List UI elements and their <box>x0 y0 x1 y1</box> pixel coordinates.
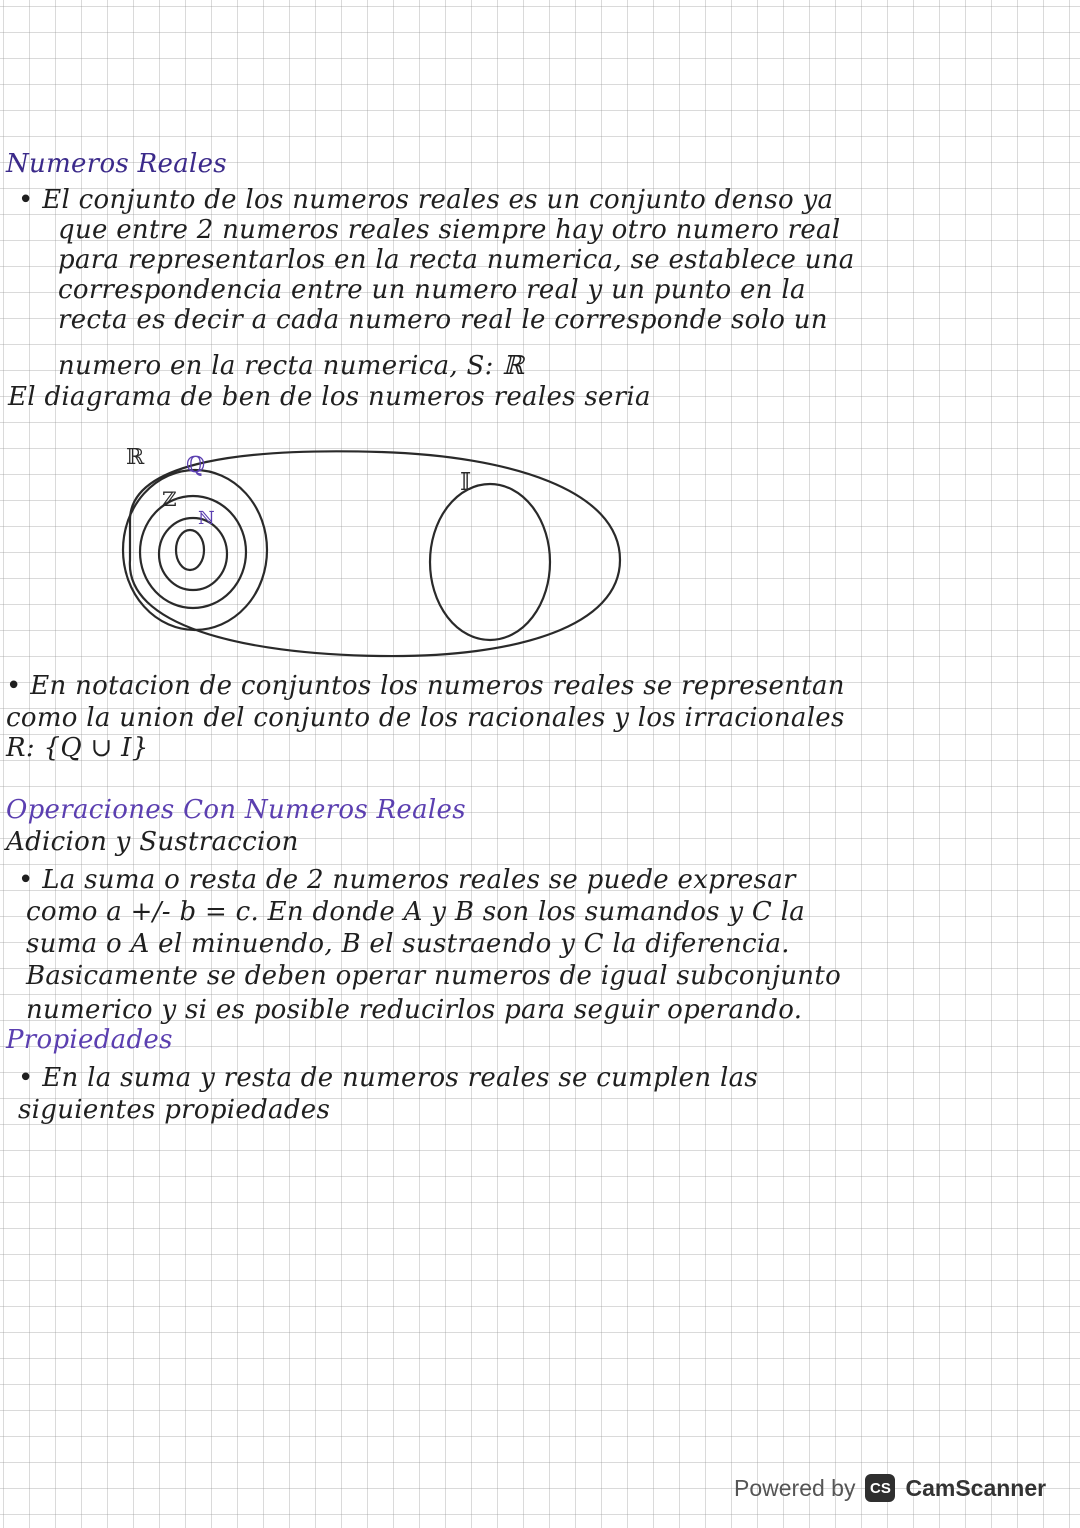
text-line: que entre 2 numeros reales siempre hay otro numero real <box>58 215 841 245</box>
label-i: 𝕀 <box>460 468 472 496</box>
text-line: recta es decir a cada numero real le corresponde solo un <box>58 305 828 335</box>
label-z: ℤ <box>162 487 177 511</box>
text-line: suma o A el minuendo, B el sustraendo y C la diferencia. <box>26 929 790 959</box>
text-line: como la union del conjunto de los racionales y los irracionales <box>6 703 845 733</box>
text-line: numero en la recta numerica, S: ℝ <box>58 351 525 381</box>
integer-set-outline <box>140 496 246 608</box>
camscanner-brand: CamScanner <box>905 1474 1047 1501</box>
label-q: ℚ <box>186 453 206 478</box>
natural-set-core <box>176 530 204 570</box>
subsection-title: Adicion y Sustraccion <box>6 827 299 857</box>
text-line: numerico y si es posible reducirlos para seguir operando. <box>26 995 803 1025</box>
page-title: Numeros Reales <box>6 149 227 179</box>
text-line: correspondencia entre un numero real y un punto en la <box>58 275 806 305</box>
text-line: como a +/- b = c. En donde A y B son los sumandos y C la <box>26 897 806 927</box>
text-line: siguientes propiedades <box>18 1095 331 1125</box>
section-title: Operaciones Con Numeros Reales <box>6 795 466 825</box>
camscanner-footer <box>734 1470 1046 1506</box>
text-line: para representarlos en la recta numerica, se establece una <box>58 245 855 275</box>
text-line: Basicamente se deben operar numeros de igual subconjunto <box>26 961 842 991</box>
irrational-set-outline <box>430 484 550 640</box>
text-line: • En notacion de conjuntos los numeros reales se representan <box>6 671 845 701</box>
text-line: R: {Q ∪ I} <box>6 733 149 763</box>
venn-diagram <box>90 440 650 670</box>
text-line: • La suma o resta de 2 numeros reales se puede expresar <box>18 865 796 895</box>
text-line: • En la suma y resta de numeros reales se cumplen las <box>18 1063 759 1093</box>
text-line: • El conjunto de los numeros reales es un conjunto denso ya <box>18 185 834 215</box>
natural-set-outline <box>159 518 227 590</box>
properties-title: Propiedades <box>6 1025 173 1055</box>
text-line: El diagrama de ben de los numeros reales seria <box>8 382 651 412</box>
powered-by-label: Powered by <box>734 1474 856 1501</box>
label-n: ℕ <box>198 508 215 529</box>
camscanner-logo-icon: CS <box>865 1474 895 1502</box>
label-r: ℝ <box>126 445 145 470</box>
